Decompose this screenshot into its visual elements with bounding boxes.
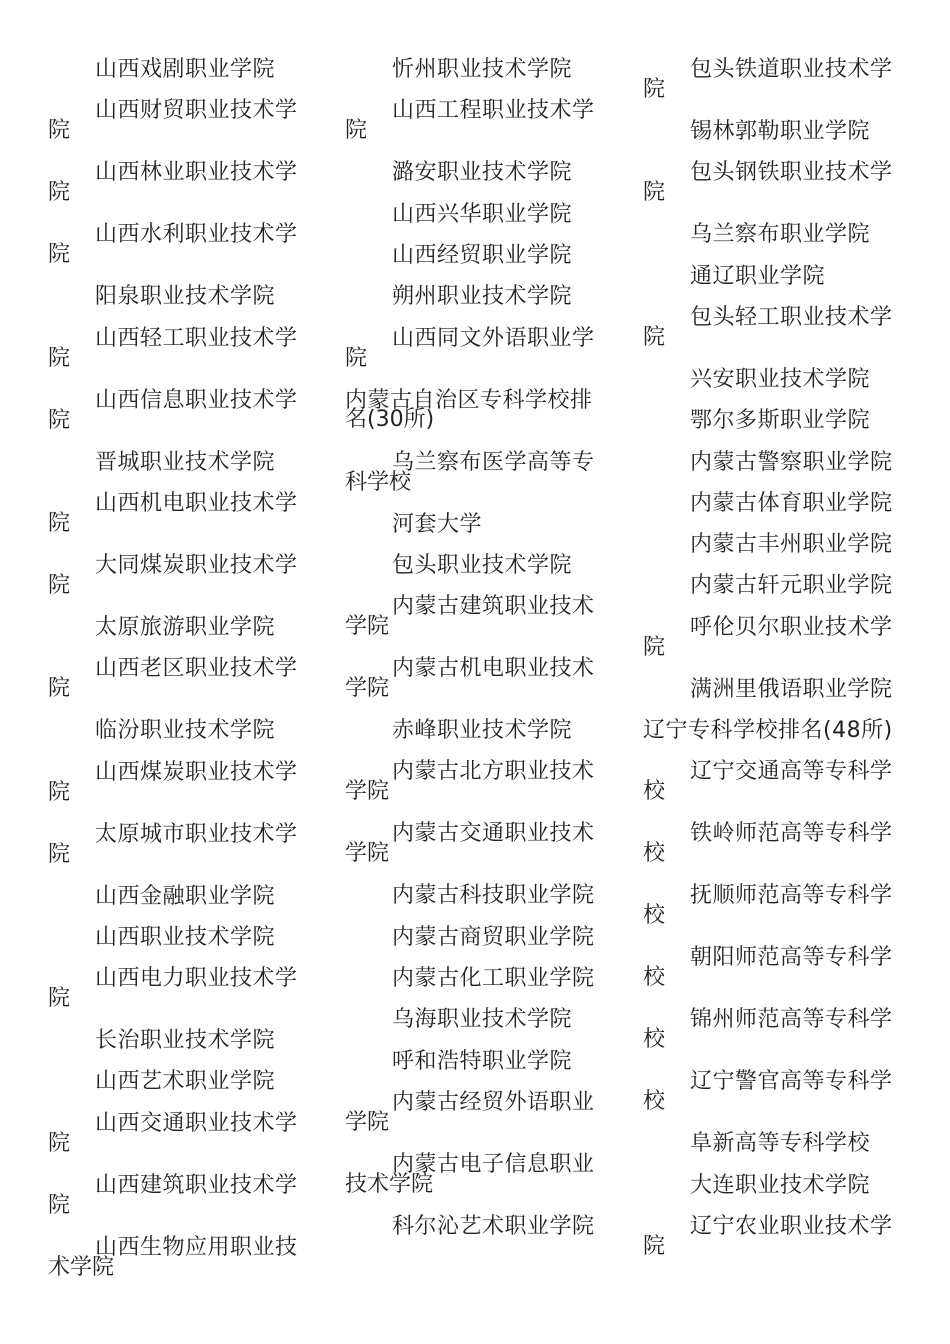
school-name: 山西职业技术学院	[95, 924, 276, 950]
school-name: 山西经贸职业学院	[392, 242, 573, 268]
school-name: 太原城市职业技术学	[95, 821, 298, 847]
school-name: 乌兰察布医学高等专	[392, 449, 595, 475]
school-name: 山西建筑职业技术学	[95, 1172, 298, 1198]
school-name: 内蒙古建筑职业技术	[392, 594, 595, 620]
school-name: 大同煤炭职业技术学	[95, 552, 298, 578]
school-name-cont: 校	[643, 1027, 666, 1053]
school-name: 山西水利职业技术学	[95, 222, 298, 248]
school-name: 锡林郭勒职业学院	[690, 119, 871, 144]
school-name: 河套大学	[392, 511, 483, 537]
school-name-cont: 院	[643, 1233, 666, 1259]
school-name-cont: 院	[48, 407, 71, 433]
school-name: 朝阳师范高等专科学	[690, 945, 893, 971]
school-name: 内蒙古商贸职业学院	[392, 924, 595, 950]
school-name-cont: 学院	[345, 676, 390, 702]
school-name: 阜新高等专科学校	[690, 1131, 871, 1157]
school-name: 乌兰察布职业学院	[690, 222, 871, 248]
school-name: 山西电力职业技术学	[95, 966, 298, 992]
section-heading: 内蒙古自治区专科学校排	[345, 387, 593, 413]
school-name-cont: 院	[48, 1130, 71, 1156]
school-name: 通辽职业学院	[690, 263, 826, 289]
school-name: 呼伦贝尔职业技术学	[690, 614, 893, 640]
school-name: 铁岭师范高等专科学	[690, 821, 893, 847]
school-name: 包头轻工职业技术学	[690, 304, 893, 330]
school-name-cont: 院	[643, 77, 666, 102]
school-name: 辽宁交通高等专科学	[690, 759, 893, 785]
school-name: 山西艺术职业学院	[95, 1069, 276, 1095]
school-name: 山西兴华职业学院	[392, 201, 573, 227]
school-name: 乌海职业技术学院	[392, 1007, 573, 1033]
school-name: 内蒙古轩元职业学院	[690, 573, 893, 599]
school-name: 太原旅游职业学院	[95, 614, 276, 640]
school-name-cont: 院	[48, 841, 71, 867]
school-name: 阳泉职业技术学院	[95, 284, 276, 310]
school-name: 山西林业职业技术学	[95, 160, 298, 186]
school-name: 内蒙古化工职业学院	[392, 966, 595, 991]
school-name: 晋城职业技术学院	[95, 449, 276, 475]
school-name: 包头铁道职业技术学	[690, 57, 893, 82]
school-name-cont: 院	[48, 242, 71, 268]
school-name-cont: 术学院	[48, 1254, 115, 1280]
school-name-cont: 院	[48, 118, 71, 144]
school-name: 朔州职业技术学院	[392, 284, 573, 310]
school-name-cont: 院	[48, 1192, 71, 1218]
school-name: 山西戏剧职业学院	[95, 57, 276, 82]
school-name: 大连职业技术学院	[690, 1172, 871, 1198]
column-liaoning	[595, 0, 895, 1344]
section-heading-cont: 名(30所)	[345, 406, 435, 432]
school-name: 山西煤炭职业技术学	[95, 759, 298, 785]
school-name-cont: 学院	[345, 841, 390, 867]
school-name-cont: 院	[48, 345, 71, 371]
school-name: 包头职业技术学院	[392, 552, 573, 578]
school-name: 忻州职业技术学院	[392, 57, 573, 82]
school-name-cont: 院	[48, 986, 71, 1012]
school-name: 山西轻工职业技术学	[95, 325, 298, 351]
school-name: 内蒙古北方职业技术	[392, 759, 595, 785]
school-name: 内蒙古电子信息职业	[392, 1151, 595, 1177]
school-name-cont: 院	[48, 510, 71, 536]
school-name-cont: 院	[48, 676, 71, 702]
column-shanxi	[0, 0, 300, 1344]
school-name-cont: 校	[643, 841, 666, 867]
school-name: 长治职业技术学院	[95, 1028, 276, 1054]
school-name-cont: 学院	[345, 1109, 390, 1135]
school-name: 内蒙古经贸外语职业	[392, 1089, 595, 1115]
school-name-cont: 科学校	[345, 469, 412, 495]
school-name: 辽宁警官高等专科学	[690, 1069, 893, 1095]
school-name-cont: 院	[643, 324, 666, 350]
school-name: 内蒙古科技职业学院	[392, 883, 595, 909]
school-name: 内蒙古丰州职业学院	[690, 532, 893, 558]
school-name: 包头钢铁职业技术学	[690, 160, 893, 186]
school-name: 山西财贸职业技术学	[95, 98, 298, 124]
school-name: 内蒙古体育职业学院	[690, 490, 893, 516]
school-name: 内蒙古警察职业学院	[690, 449, 893, 475]
school-name-cont: 学院	[345, 779, 390, 805]
school-name-cont: 院	[345, 118, 368, 144]
school-name: 鄂尔多斯职业学院	[690, 408, 871, 434]
school-name-cont: 技术学院	[345, 1171, 434, 1197]
school-name-cont: 院	[643, 634, 666, 660]
school-name: 山西信息职业技术学	[95, 387, 298, 413]
school-name: 山西机电职业技术学	[95, 490, 298, 516]
school-name-cont: 校	[643, 1089, 666, 1115]
school-name-cont: 校	[643, 965, 666, 991]
school-name: 内蒙古交通职业技术	[392, 821, 595, 847]
school-name: 山西同文外语职业学	[392, 325, 595, 351]
school-name: 山西老区职业技术学	[95, 656, 298, 682]
school-name: 呼和浩特职业学院	[392, 1048, 573, 1074]
school-name: 山西工程职业技术学	[392, 98, 595, 124]
school-name: 抚顺师范高等专科学	[690, 883, 893, 909]
school-name-cont: 校	[643, 779, 666, 805]
school-name-cont: 院	[48, 779, 71, 805]
school-name-cont: 学院	[345, 614, 390, 640]
school-name-cont: 校	[643, 903, 666, 929]
school-name: 内蒙古机电职业技术	[392, 656, 595, 682]
school-name: 科尔沁艺术职业学院	[392, 1213, 595, 1239]
school-name-cont: 院	[48, 572, 71, 598]
school-name: 山西金融职业学院	[95, 883, 276, 909]
school-name: 赤峰职业技术学院	[392, 718, 573, 744]
school-name: 满洲里俄语职业学院	[690, 676, 893, 702]
school-name: 山西交通职业技术学	[95, 1110, 298, 1136]
school-name: 兴安职业技术学院	[690, 366, 871, 392]
school-name: 辽宁农业职业技术学	[690, 1213, 893, 1239]
school-name-cont: 院	[643, 180, 666, 206]
school-name: 潞安职业技术学院	[392, 160, 573, 186]
school-name: 锦州师范高等专科学	[690, 1007, 893, 1033]
school-name: 临汾职业技术学院	[95, 718, 276, 744]
school-name-cont: 院	[48, 180, 71, 206]
column-inner-mongolia	[297, 0, 597, 1344]
school-name-cont: 院	[345, 345, 368, 371]
section-heading: 辽宁专科学校排名(48所)	[643, 718, 893, 743]
school-name: 山西生物应用职业技	[95, 1234, 298, 1260]
